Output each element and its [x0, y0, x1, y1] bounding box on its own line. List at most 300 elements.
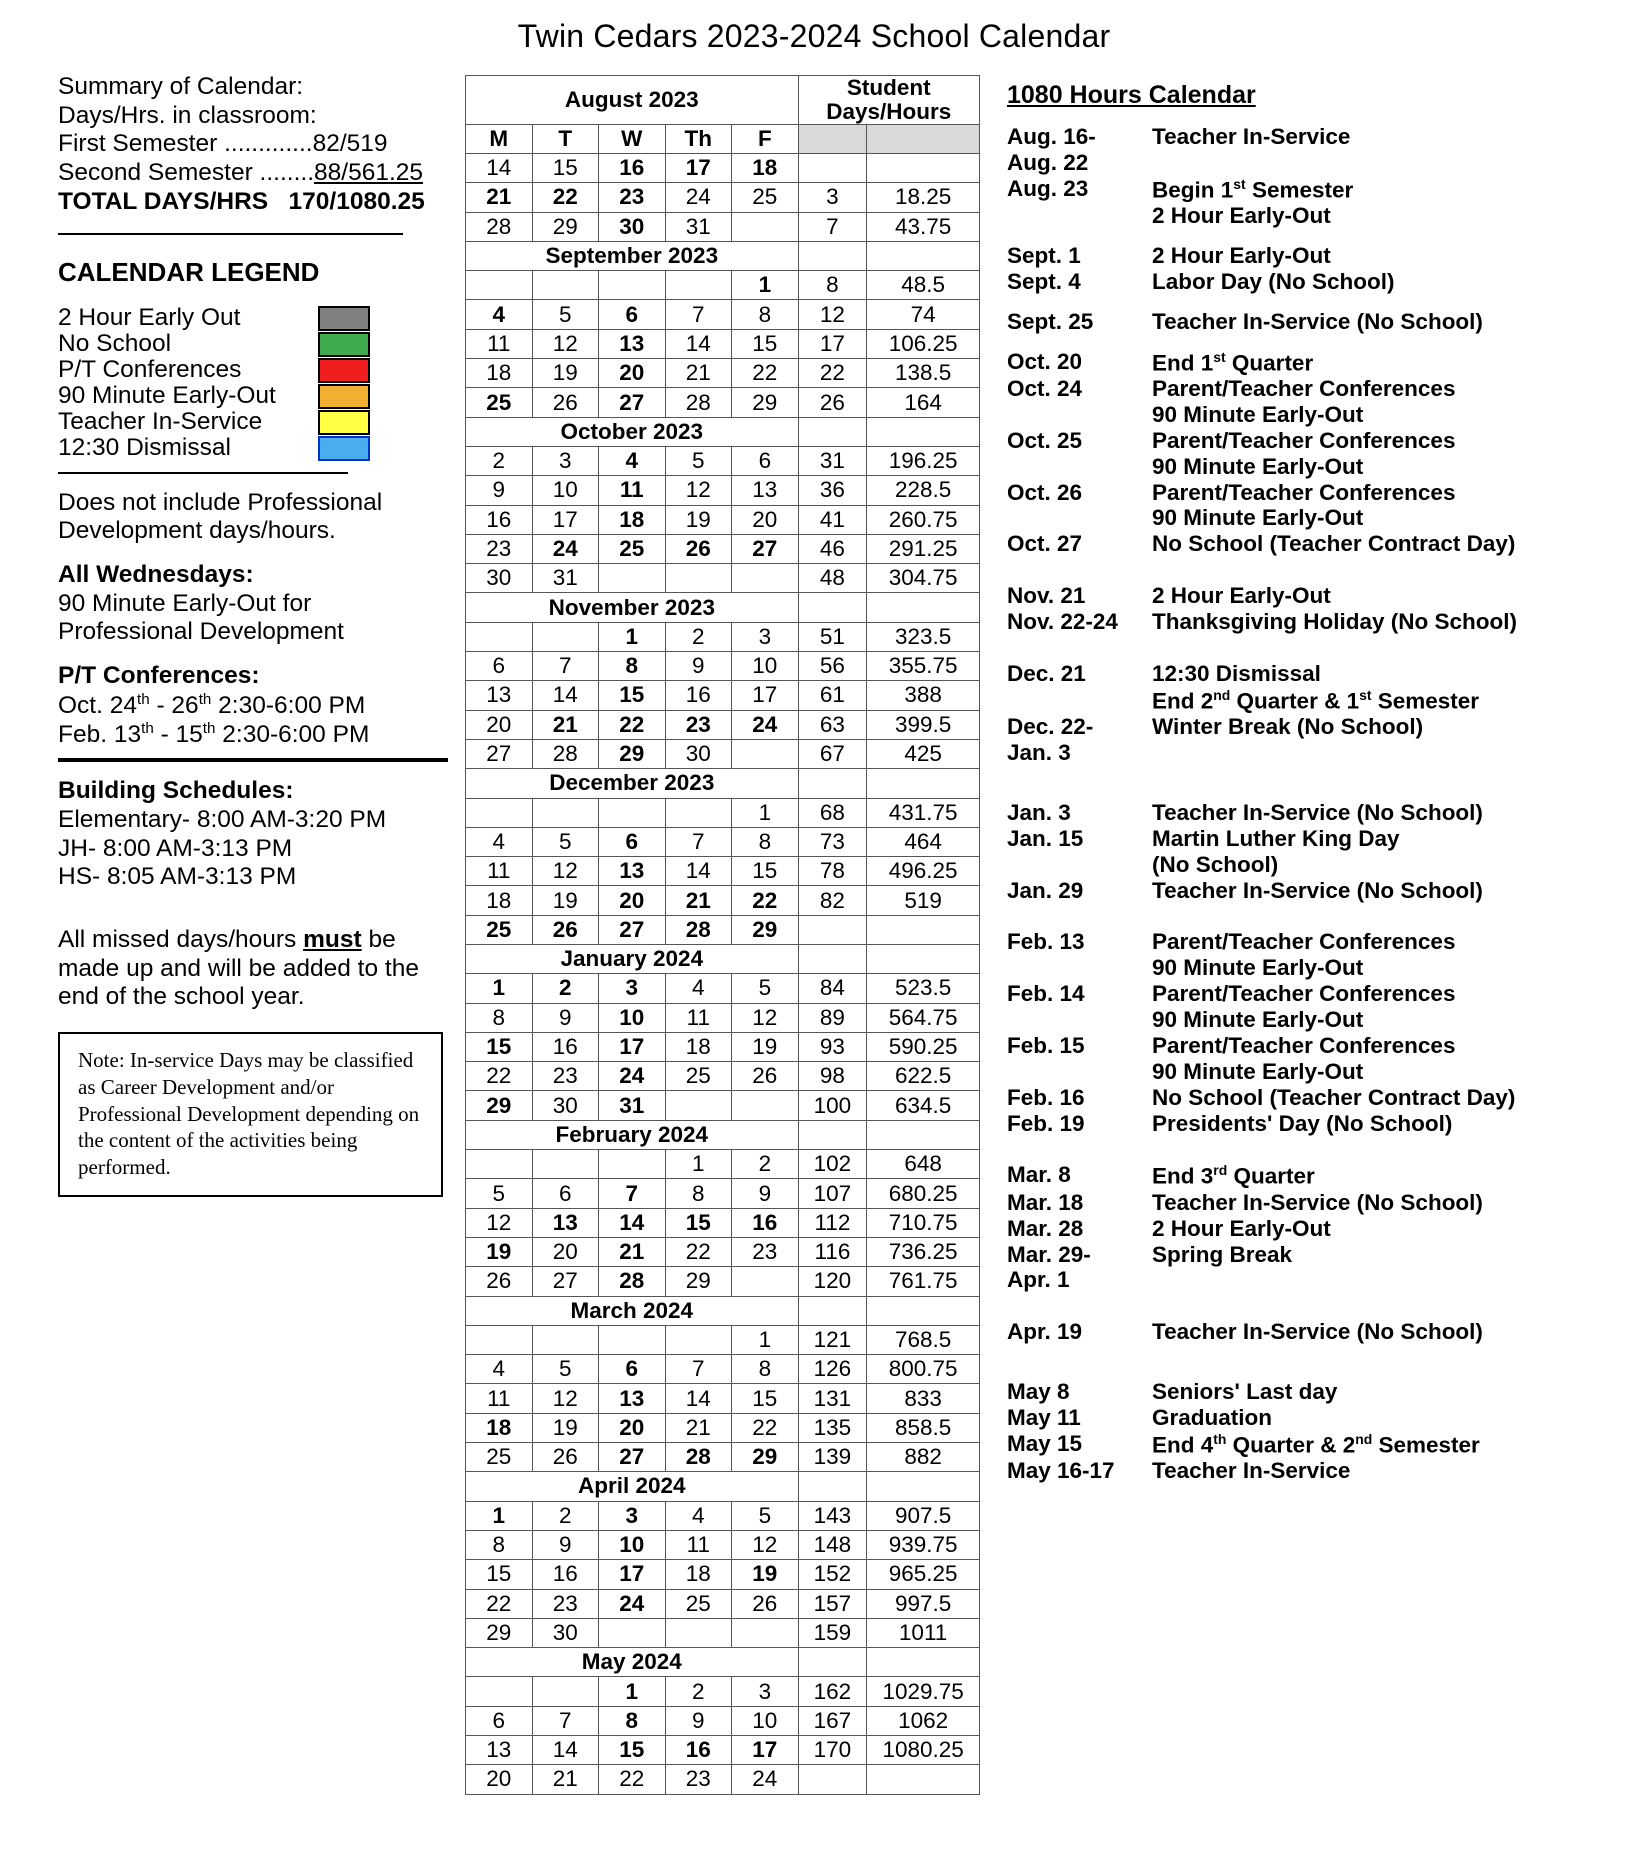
calendar-day-cell[interactable]: 10: [532, 476, 599, 505]
wednesdays-line-2: Professional Development: [58, 618, 344, 646]
calendar-day-cell[interactable]: 8: [732, 1355, 799, 1384]
month-header-row: [466, 1296, 980, 1325]
calendar-day-cell[interactable]: 2: [665, 1677, 732, 1706]
event-date: Oct. 25: [1007, 427, 1083, 453]
calendar-day-cell[interactable]: 31: [532, 564, 599, 593]
calendar-day-cell[interactable]: 5: [532, 300, 599, 329]
calendar-day-cell[interactable]: 4: [466, 1355, 533, 1384]
calendar-day-cell[interactable]: [532, 1325, 599, 1354]
event-description: Teacher In-Service: [1152, 1458, 1351, 1484]
calendar-day-cell[interactable]: [466, 1150, 533, 1179]
calendar-day-cell[interactable]: 23: [466, 534, 533, 563]
month-row-filler: [798, 1648, 867, 1677]
calendar-day-cell[interactable]: 5: [732, 974, 799, 1003]
calendar-day-cell[interactable]: 15: [466, 1560, 533, 1589]
calendar-day-cell[interactable]: 25: [466, 915, 533, 944]
calendar-day-cell[interactable]: [732, 212, 799, 241]
calendar-day-cell[interactable]: 19: [732, 1032, 799, 1061]
calendar-day-cell[interactable]: 2: [466, 446, 533, 475]
calendar-day-cell[interactable]: 19: [532, 886, 599, 915]
calendar-day-cell[interactable]: 7: [665, 300, 732, 329]
calendar-day-cell[interactable]: 21: [599, 1237, 666, 1266]
calendar-day-cell[interactable]: 11: [665, 1530, 732, 1559]
calendar-day-cell[interactable]: 20: [599, 359, 666, 388]
calendar-day-cell[interactable]: 16: [732, 1208, 799, 1237]
event-date: May 15: [1007, 1430, 1083, 1456]
calendar-day-cell[interactable]: 15: [466, 1032, 533, 1061]
calendar-day-cell[interactable]: 8: [599, 652, 666, 681]
calendar-day-cell[interactable]: 31: [665, 212, 732, 241]
calendar-day-cell[interactable]: 22: [466, 1589, 533, 1618]
calendar-day-cell[interactable]: 23: [732, 1237, 799, 1266]
calendar-day-cell[interactable]: 13: [599, 857, 666, 886]
calendar-day-cell[interactable]: 12: [732, 1530, 799, 1559]
calendar-day-cell[interactable]: 18: [665, 1032, 732, 1061]
calendar-day-cell[interactable]: 6: [466, 652, 533, 681]
calendar-day-cell[interactable]: 7: [665, 827, 732, 856]
calendar-day-cell[interactable]: 5: [532, 827, 599, 856]
calendar-day-cell[interactable]: 9: [665, 1706, 732, 1735]
event-description: Martin Luther King Day: [1152, 825, 1400, 851]
calendar-day-cell[interactable]: 13: [599, 1384, 666, 1413]
calendar-week-row: [466, 359, 980, 388]
calendar-day-cell[interactable]: 3: [532, 446, 599, 475]
calendar-day-cell[interactable]: 25: [599, 534, 666, 563]
calendar-day-cell[interactable]: 2: [532, 1501, 599, 1530]
event-description: Parent/Teacher Conferences: [1152, 479, 1456, 505]
calendar-day-cell[interactable]: 18: [599, 505, 666, 534]
calendar-day-cell[interactable]: [732, 1618, 799, 1647]
calendar-day-cell[interactable]: [532, 1150, 599, 1179]
calendar-day-cell[interactable]: 22: [599, 710, 666, 739]
calendar-day-cell[interactable]: 27: [466, 739, 533, 768]
calendar-day-cell[interactable]: 8: [599, 1706, 666, 1735]
calendar-day-cell[interactable]: [665, 1325, 732, 1354]
calendar-day-cell[interactable]: 26: [665, 534, 732, 563]
calendar-day-cell[interactable]: 1: [732, 798, 799, 827]
calendar-day-cell[interactable]: 18: [732, 153, 799, 182]
calendar-day-cell[interactable]: 11: [466, 857, 533, 886]
calendar-day-cell[interactable]: 13: [466, 1736, 533, 1765]
dow-filler-days: [798, 124, 867, 153]
event-date: Mar. 28: [1007, 1215, 1084, 1241]
calendar-day-cell[interactable]: 24: [732, 710, 799, 739]
calendar-day-cell[interactable]: 28: [665, 915, 732, 944]
calendar-day-cell[interactable]: 16: [466, 505, 533, 534]
calendar-day-cell[interactable]: 1: [466, 1501, 533, 1530]
event-row: [1007, 878, 1585, 904]
calendar-day-cell[interactable]: 24: [532, 534, 599, 563]
calendar-day-cell[interactable]: 17: [665, 153, 732, 182]
calendar-day-cell[interactable]: 11: [466, 1384, 533, 1413]
calendar-day-cell[interactable]: [732, 564, 799, 593]
calendar-day-cell[interactable]: 8: [466, 1003, 533, 1032]
calendar-day-cell[interactable]: 23: [599, 183, 666, 212]
calendar-day-cell[interactable]: 6: [599, 1355, 666, 1384]
calendar-week-row: [466, 974, 980, 1003]
calendar-day-cell[interactable]: 28: [665, 1443, 732, 1472]
student-hours-cell: 425: [867, 739, 980, 768]
student-hours-cell: 965.25: [867, 1560, 980, 1589]
student-hours-cell: 74: [867, 300, 980, 329]
calendar-day-cell[interactable]: 6: [732, 446, 799, 475]
student-days-cell: 51: [798, 622, 867, 651]
calendar-day-cell[interactable]: [732, 739, 799, 768]
calendar-day-cell[interactable]: 25: [732, 183, 799, 212]
calendar-day-cell[interactable]: 12: [466, 1208, 533, 1237]
calendar-day-cell[interactable]: 26: [732, 1062, 799, 1091]
calendar-day-cell[interactable]: [599, 564, 666, 593]
building-elementary: Elementary- 8:00 AM-3:20 PM: [58, 805, 387, 833]
calendar-day-cell[interactable]: 27: [599, 388, 666, 417]
calendar-day-cell[interactable]: 21: [665, 886, 732, 915]
dow-friday: F: [732, 124, 799, 153]
calendar-day-cell[interactable]: 18: [665, 1560, 732, 1589]
event-row: [1007, 800, 1585, 826]
student-hours-cell: 496.25: [867, 857, 980, 886]
calendar-day-cell[interactable]: 3: [599, 974, 666, 1003]
calendar-day-cell[interactable]: 13: [599, 329, 666, 358]
calendar-day-cell[interactable]: 22: [466, 1062, 533, 1091]
calendar-day-cell[interactable]: 30: [532, 1091, 599, 1120]
calendar-week-row: [466, 446, 980, 475]
calendar-day-cell[interactable]: 29: [599, 739, 666, 768]
event-date: May 8: [1007, 1379, 1070, 1405]
calendar-day-cell[interactable]: 29: [732, 915, 799, 944]
student-days-cell: 68: [798, 798, 867, 827]
calendar-week-row: [466, 1706, 980, 1735]
calendar-day-cell[interactable]: 12: [532, 857, 599, 886]
event-date: [1007, 203, 1152, 229]
month-title: January 2024: [466, 945, 799, 974]
ordinal-suffix: st: [1359, 686, 1372, 703]
calendar-day-cell[interactable]: 4: [665, 974, 732, 1003]
calendar-day-cell[interactable]: 14: [665, 1384, 732, 1413]
calendar-day-cell[interactable]: 30: [532, 1618, 599, 1647]
calendar-day-cell[interactable]: 2: [665, 622, 732, 651]
calendar-day-cell[interactable]: [599, 271, 666, 300]
calendar-day-cell[interactable]: 2: [732, 1150, 799, 1179]
month-row-filler: [867, 1648, 980, 1677]
calendar-day-cell[interactable]: 17: [532, 505, 599, 534]
calendar-day-cell[interactable]: 14: [665, 857, 732, 886]
calendar-day-cell[interactable]: 13: [532, 1208, 599, 1237]
calendar-day-cell[interactable]: 12: [665, 476, 732, 505]
calendar-day-cell[interactable]: 10: [732, 1706, 799, 1735]
calendar-day-cell[interactable]: 9: [532, 1003, 599, 1032]
makeup-emphasis: must: [303, 925, 362, 953]
calendar-day-cell[interactable]: 21: [665, 1413, 732, 1442]
calendar-day-cell[interactable]: 23: [665, 710, 732, 739]
calendar-day-cell[interactable]: 26: [532, 388, 599, 417]
calendar-day-cell[interactable]: 12: [732, 1003, 799, 1032]
calendar-day-cell[interactable]: 22: [732, 359, 799, 388]
calendar-day-cell[interactable]: 30: [466, 564, 533, 593]
calendar-day-cell[interactable]: 15: [599, 681, 666, 710]
calendar-day-cell[interactable]: 4: [665, 1501, 732, 1530]
student-days-cell: 56: [798, 652, 867, 681]
calendar-day-cell[interactable]: [599, 1325, 666, 1354]
event-row: [1007, 150, 1585, 176]
calendar-day-cell[interactable]: 27: [599, 915, 666, 944]
calendar-day-cell[interactable]: 15: [599, 1736, 666, 1765]
student-hours-cell: 761.75: [867, 1267, 980, 1296]
calendar-day-cell[interactable]: 16: [532, 1560, 599, 1589]
calendar-day-cell[interactable]: 26: [532, 1443, 599, 1472]
calendar-day-cell[interactable]: 6: [599, 300, 666, 329]
calendar-day-cell[interactable]: 6: [532, 1179, 599, 1208]
calendar-day-cell[interactable]: 14: [599, 1208, 666, 1237]
event-description: 2 Hour Early-Out: [1152, 1215, 1331, 1241]
student-days-cell: 167: [798, 1706, 867, 1735]
calendar-day-cell[interactable]: 8: [466, 1530, 533, 1559]
calendar-day-cell[interactable]: 15: [732, 1384, 799, 1413]
calendar-day-cell[interactable]: 15: [532, 153, 599, 182]
calendar-day-cell[interactable]: 11: [599, 476, 666, 505]
calendar-day-cell[interactable]: [665, 1618, 732, 1647]
calendar-day-cell[interactable]: 19: [532, 1413, 599, 1442]
calendar-day-cell[interactable]: 14: [466, 153, 533, 182]
calendar-day-cell[interactable]: 17: [732, 681, 799, 710]
calendar-day-cell[interactable]: 26: [732, 1589, 799, 1618]
calendar-day-cell[interactable]: 1: [466, 974, 533, 1003]
calendar-day-cell[interactable]: 21: [466, 183, 533, 212]
calendar-day-cell[interactable]: 29: [732, 1443, 799, 1472]
calendar-day-cell[interactable]: 10: [599, 1003, 666, 1032]
calendar-day-cell[interactable]: 18: [466, 886, 533, 915]
calendar-day-cell[interactable]: 22: [665, 1237, 732, 1266]
legend-label: P/T Conferences: [58, 356, 242, 384]
calendar-day-cell[interactable]: 11: [665, 1003, 732, 1032]
student-hours-cell: 736.25: [867, 1237, 980, 1266]
calendar-day-cell[interactable]: 22: [599, 1765, 666, 1794]
month-row-filler: [798, 593, 867, 622]
calendar-day-cell[interactable]: 3: [599, 1501, 666, 1530]
calendar-day-cell[interactable]: 1: [732, 271, 799, 300]
calendar-day-cell[interactable]: 26: [532, 915, 599, 944]
calendar-day-cell[interactable]: 1: [732, 1325, 799, 1354]
calendar-day-cell[interactable]: 6: [599, 827, 666, 856]
event-date: Dec. 21: [1007, 660, 1086, 686]
calendar-day-cell[interactable]: [466, 1677, 533, 1706]
calendar-day-cell[interactable]: 28: [532, 739, 599, 768]
event-row: [1007, 1242, 1585, 1268]
month-row-filler: [798, 1472, 867, 1501]
event-row: [1007, 583, 1585, 609]
calendar-day-cell[interactable]: [466, 798, 533, 827]
calendar-day-cell[interactable]: 16: [665, 681, 732, 710]
calendar-day-cell[interactable]: [532, 1677, 599, 1706]
student-hours-cell: 590.25: [867, 1032, 980, 1061]
calendar-day-cell[interactable]: [466, 1325, 533, 1354]
calendar-day-cell[interactable]: 5: [732, 1501, 799, 1530]
building-jh: JH- 8:00 AM-3:13 PM: [58, 834, 293, 862]
calendar-day-cell[interactable]: 1: [599, 622, 666, 651]
student-days-cell: 48: [798, 564, 867, 593]
calendar-day-cell[interactable]: 28: [466, 212, 533, 241]
calendar-day-cell[interactable]: [466, 271, 533, 300]
feb-mid: - 15: [153, 721, 203, 749]
calendar-day-cell[interactable]: 19: [466, 1237, 533, 1266]
calendar-week-row: [466, 1677, 980, 1706]
calendar-day-cell[interactable]: 29: [466, 1091, 533, 1120]
calendar-day-cell[interactable]: [732, 1267, 799, 1296]
calendar-day-cell[interactable]: 3: [732, 622, 799, 651]
calendar-day-cell[interactable]: 27: [732, 534, 799, 563]
calendar-day-cell[interactable]: 14: [665, 329, 732, 358]
calendar-day-cell[interactable]: [532, 271, 599, 300]
calendar-day-cell[interactable]: 3: [732, 1677, 799, 1706]
calendar-day-cell[interactable]: 18: [466, 1413, 533, 1442]
calendar-day-cell[interactable]: 19: [665, 505, 732, 534]
calendar-day-cell[interactable]: 20: [466, 1765, 533, 1794]
month-row-filler: [798, 1296, 867, 1325]
calendar-day-cell[interactable]: 26: [466, 1267, 533, 1296]
calendar-day-cell[interactable]: [732, 1091, 799, 1120]
calendar-day-cell[interactable]: 20: [599, 1413, 666, 1442]
student-hours-cell: 1080.25: [867, 1736, 980, 1765]
calendar-day-cell[interactable]: 24: [599, 1589, 666, 1618]
events-title: 1080 Hours Calendar: [1007, 81, 1256, 109]
calendar-day-cell[interactable]: 4: [466, 300, 533, 329]
calendar-day-cell[interactable]: 24: [665, 183, 732, 212]
student-days-cell: 139: [798, 1443, 867, 1472]
calendar-day-cell[interactable]: 5: [665, 446, 732, 475]
month-row-filler: [867, 945, 980, 974]
calendar-day-cell[interactable]: 12: [532, 329, 599, 358]
calendar-day-cell[interactable]: 22: [732, 886, 799, 915]
calendar-day-cell[interactable]: [466, 622, 533, 651]
calendar-day-cell[interactable]: 29: [532, 212, 599, 241]
calendar-day-cell[interactable]: [599, 798, 666, 827]
calendar-day-cell[interactable]: 15: [732, 329, 799, 358]
calendar-day-cell[interactable]: 17: [732, 1736, 799, 1765]
calendar-day-cell[interactable]: 20: [732, 505, 799, 534]
calendar-day-cell[interactable]: 28: [599, 1267, 666, 1296]
calendar-day-cell[interactable]: 4: [599, 446, 666, 475]
calendar-day-cell[interactable]: 20: [599, 886, 666, 915]
calendar-day-cell[interactable]: 16: [599, 153, 666, 182]
calendar-day-cell[interactable]: 29: [466, 1618, 533, 1647]
calendar-day-cell[interactable]: 23: [532, 1589, 599, 1618]
calendar-day-cell[interactable]: 8: [665, 1179, 732, 1208]
calendar-day-cell[interactable]: 25: [466, 388, 533, 417]
calendar-day-cell[interactable]: 12: [532, 1384, 599, 1413]
calendar-day-cell[interactable]: [532, 798, 599, 827]
calendar-day-cell[interactable]: 22: [732, 1413, 799, 1442]
calendar-day-cell[interactable]: 29: [732, 388, 799, 417]
calendar-day-cell[interactable]: 30: [665, 739, 732, 768]
event-row: [1007, 309, 1585, 335]
calendar-day-cell[interactable]: 1: [599, 1677, 666, 1706]
calendar-day-cell[interactable]: 23: [665, 1765, 732, 1794]
calendar-day-cell[interactable]: 29: [665, 1267, 732, 1296]
calendar-day-cell[interactable]: [599, 1618, 666, 1647]
student-hours-cell: 355.75: [867, 652, 980, 681]
calendar-day-cell[interactable]: 5: [532, 1355, 599, 1384]
calendar-week-row: [466, 1267, 980, 1296]
student-days-cell: 22: [798, 359, 867, 388]
calendar-day-cell[interactable]: 15: [732, 857, 799, 886]
calendar-day-cell[interactable]: 8: [732, 300, 799, 329]
calendar-day-cell[interactable]: 27: [599, 1443, 666, 1472]
calendar-day-cell[interactable]: 16: [665, 1736, 732, 1765]
month-title: April 2024: [466, 1472, 799, 1501]
student-hours-cell: 997.5: [867, 1589, 980, 1618]
calendar-day-cell[interactable]: 22: [532, 183, 599, 212]
calendar-day-cell[interactable]: [532, 622, 599, 651]
calendar-day-cell[interactable]: 15: [665, 1208, 732, 1237]
calendar-day-cell[interactable]: [665, 564, 732, 593]
calendar-day-cell[interactable]: 10: [599, 1530, 666, 1559]
legend-item-early-out-2hr: [58, 306, 455, 332]
calendar-day-cell[interactable]: 14: [532, 1736, 599, 1765]
calendar-day-cell[interactable]: 20: [532, 1237, 599, 1266]
calendar-day-cell[interactable]: 24: [599, 1062, 666, 1091]
calendar-day-cell[interactable]: 9: [665, 652, 732, 681]
calendar-day-cell[interactable]: 7: [532, 652, 599, 681]
calendar-day-cell[interactable]: 21: [665, 359, 732, 388]
calendar-day-cell[interactable]: 18: [466, 359, 533, 388]
calendar-day-cell[interactable]: 2: [532, 974, 599, 1003]
calendar-day-cell[interactable]: 20: [466, 710, 533, 739]
calendar-day-cell[interactable]: 9: [732, 1179, 799, 1208]
calendar-day-cell[interactable]: 19: [732, 1560, 799, 1589]
calendar-day-cell[interactable]: [665, 798, 732, 827]
calendar-day-cell[interactable]: 25: [665, 1589, 732, 1618]
event-date: Oct. 26: [1007, 479, 1083, 505]
calendar-day-cell[interactable]: 13: [466, 681, 533, 710]
summary-heading-1: Summary of Calendar:: [58, 73, 304, 100]
calendar-day-cell[interactable]: 14: [532, 681, 599, 710]
calendar-day-cell[interactable]: 23: [532, 1062, 599, 1091]
calendar-day-cell[interactable]: 25: [665, 1062, 732, 1091]
calendar-day-cell[interactable]: 24: [732, 1765, 799, 1794]
calendar-day-cell[interactable]: 31: [599, 1091, 666, 1120]
calendar-day-cell[interactable]: 30: [599, 212, 666, 241]
calendar-day-cell[interactable]: 17: [599, 1560, 666, 1589]
calendar-day-cell[interactable]: 5: [466, 1179, 533, 1208]
month-header-row: [466, 241, 980, 270]
calendar-day-cell[interactable]: 19: [532, 359, 599, 388]
calendar-day-cell[interactable]: 6: [466, 1706, 533, 1735]
calendar-day-cell[interactable]: 9: [532, 1530, 599, 1559]
calendar-day-cell[interactable]: 4: [466, 827, 533, 856]
calendar-week-row: [466, 1384, 980, 1413]
calendar-day-cell[interactable]: 7: [532, 1706, 599, 1735]
calendar-day-cell[interactable]: 17: [599, 1032, 666, 1061]
calendar-day-cell[interactable]: 28: [665, 388, 732, 417]
calendar-day-cell[interactable]: 21: [532, 1765, 599, 1794]
calendar-day-cell[interactable]: [599, 1150, 666, 1179]
calendar-day-cell[interactable]: [665, 271, 732, 300]
calendar-day-cell[interactable]: 7: [665, 1355, 732, 1384]
calendar-day-cell[interactable]: 25: [466, 1443, 533, 1472]
month-row-filler: [867, 593, 980, 622]
calendar-day-cell[interactable]: 9: [466, 476, 533, 505]
student-hours-cell: 1062: [867, 1706, 980, 1735]
calendar-day-cell[interactable]: 11: [466, 329, 533, 358]
calendar-day-cell[interactable]: [665, 1091, 732, 1120]
calendar-day-cell[interactable]: 8: [732, 827, 799, 856]
calendar-day-cell[interactable]: 1: [665, 1150, 732, 1179]
calendar-day-cell[interactable]: 7: [599, 1179, 666, 1208]
calendar-day-cell[interactable]: 10: [732, 652, 799, 681]
calendar-day-cell[interactable]: 27: [532, 1267, 599, 1296]
calendar-day-cell[interactable]: 21: [532, 710, 599, 739]
calendar-day-cell[interactable]: 16: [532, 1032, 599, 1061]
calendar-day-cell[interactable]: 13: [732, 476, 799, 505]
